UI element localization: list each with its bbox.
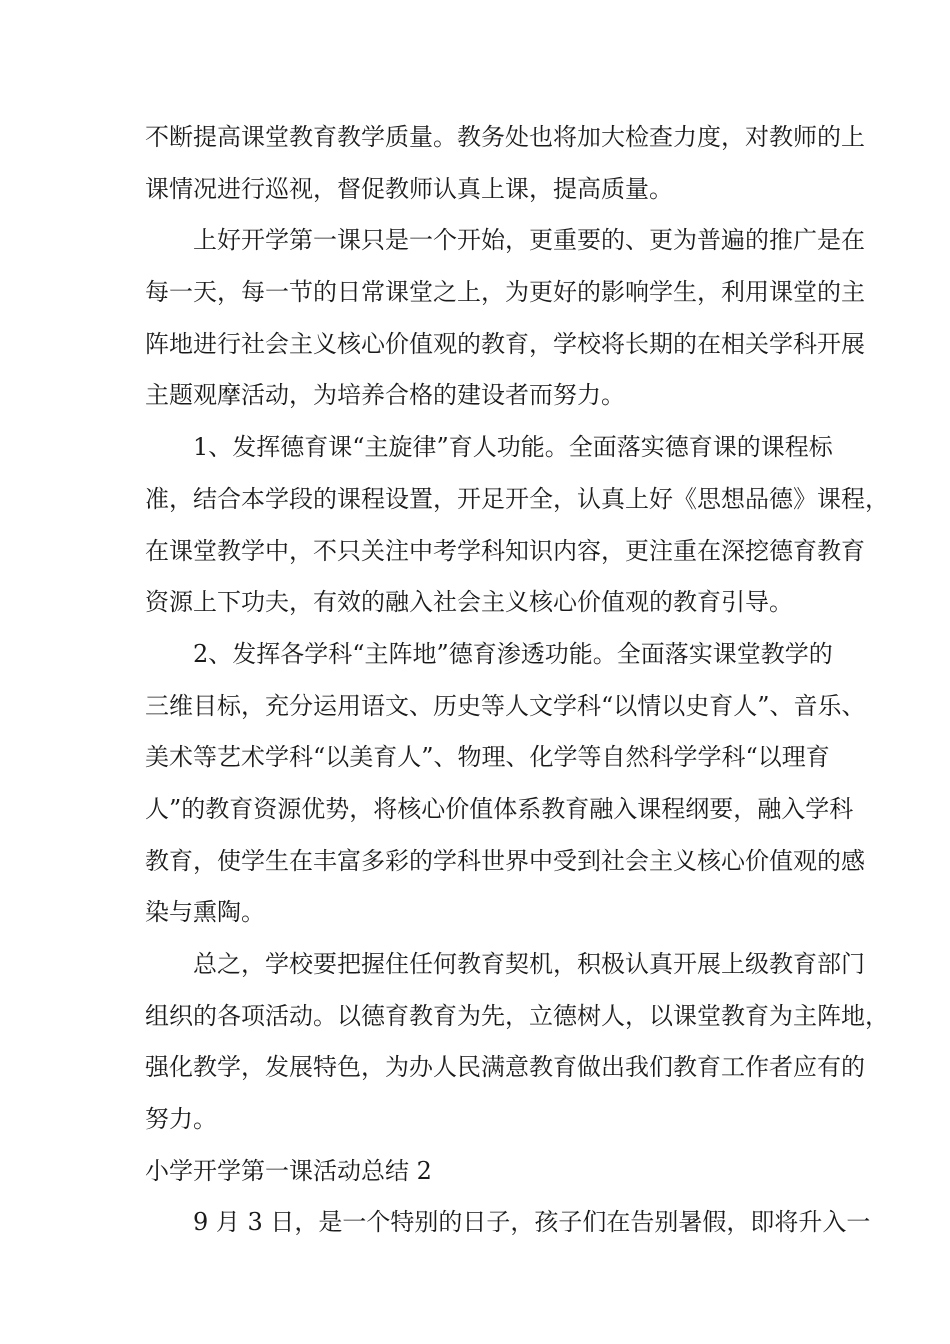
section-heading: 小学开学第一课活动总结 2 (145, 1156, 432, 1185)
text-line: 不断提高课堂教育教学质量。教务处也将加大检查力度，对教师的上 (145, 123, 865, 151)
document-body (145, 112, 889, 1249)
text-line: 人”的教育资源优势，将核心价值体系教育融入课程纲要，融入学科 (145, 794, 854, 823)
text-line: 强化教学，发展特色，为办人民满意教育做出我们教育工作者应有的 (145, 1053, 865, 1082)
text-line: 上好开学第一课只是一个开始，更重要的、更为普遍的推广是在 (193, 226, 865, 255)
text-line: 9 月 3 日，是一个特别的日子，孩子们在告别暑假，即将升入一 (193, 1208, 871, 1237)
text-line: 主题观摩活动，为培养合格的建设者而努力。 (145, 381, 625, 410)
text-line: 1、发挥德育课“主旋律”育人功能。全面落实德育课的课程标 (193, 433, 833, 462)
text-line: 三维目标，充分运用语文、历史等人文学科“以情以史育人”、音乐、 (145, 691, 866, 720)
text-line: 组织的各项活动。以德育教育为先，立德树人，以课堂教育为主阵地， (145, 1001, 889, 1030)
text-line: 课情况进行巡视，督促教师认真上课，提高质量。 (145, 174, 673, 203)
text-line: 总之，学校要把握住任何教育契机，积极认真开展上级教育部门 (193, 950, 865, 978)
text-line: 在课堂教学中，不只关注中考学科知识内容，更注重在深挖德育教育 (145, 536, 865, 565)
text-line: 美术等艺术学科“以美育人”、物理、化学等自然科学学科“以理育 (145, 743, 830, 772)
text-line: 2、发挥各学科“主阵地”德育渗透功能。全面落实课堂教学的 (193, 639, 833, 668)
text-line: 教育，使学生在丰富多彩的学科世界中受到社会主义核心价值观的感 (145, 846, 865, 875)
text-line: 每一天，每一节的日常课堂之上，为更好的影响学生，利用课堂的主 (145, 278, 865, 307)
text-line: 阵地进行社会主义核心价值观的教育，学校将长期的在相关学科开展 (145, 329, 865, 358)
text-line: 染与熏陶。 (145, 898, 265, 927)
text-line: 努力。 (145, 1105, 217, 1134)
text-line: 资源上下功夫，有效的融入社会主义核心价值观的教育引导。 (145, 588, 793, 617)
text-line: 准，结合本学段的课程设置，开足开全，认真上好《思想品德》课程， (145, 484, 889, 513)
